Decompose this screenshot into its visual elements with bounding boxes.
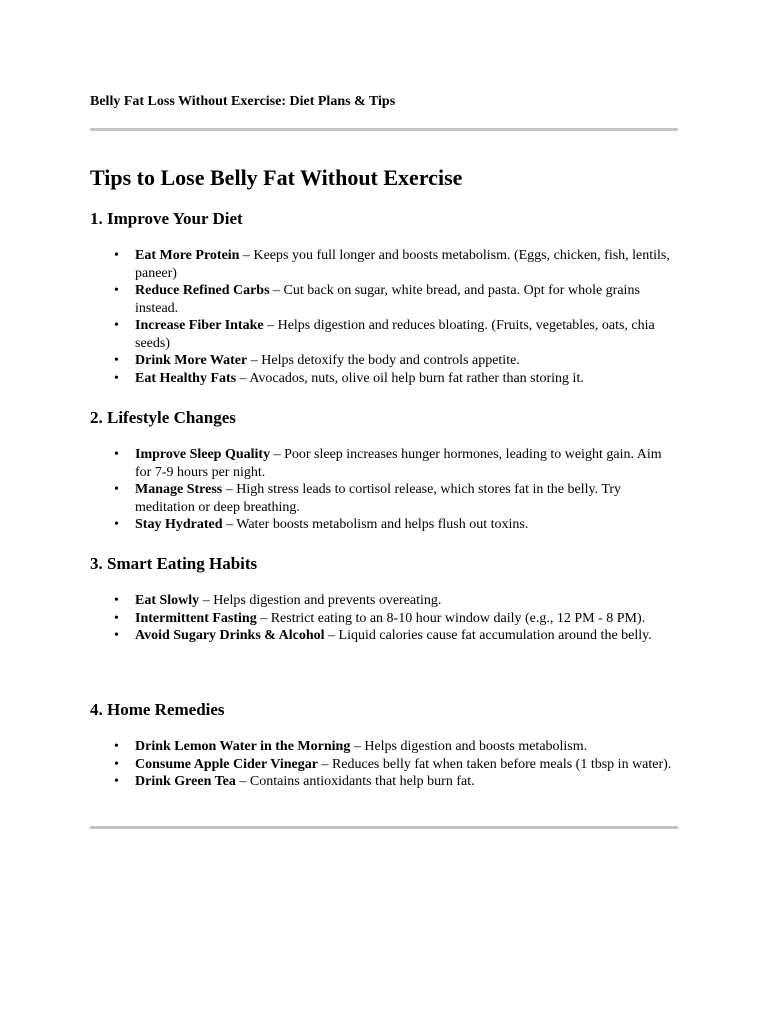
bullet-icon: •: [114, 739, 119, 754]
tip-title: Consume Apple Cider Vinegar: [135, 756, 318, 772]
tips-list: [90, 738, 678, 791]
tip-title: Manage Stress: [135, 482, 223, 497]
bullet-icon: •: [114, 447, 119, 462]
list-item: [90, 610, 678, 628]
tip-text: – Contains antioxidants that help burn fat.: [235, 774, 475, 789]
tip-title: Drink Green Tea: [135, 774, 236, 789]
list-item: [90, 370, 678, 388]
tips-list: [90, 592, 678, 645]
tip-text: – Helps digestion and reduces bloating. (Fruits, vegetables, oats, chia seeds): [135, 318, 655, 351]
tip-text: – Avocados, nuts, olive oil help burn fat rather than storing it.: [236, 370, 584, 386]
tip-title: Drink Lemon Water in the Morning: [135, 739, 351, 754]
tip-text: – High stress leads to cortisol release, which stores fat in the belly. Try meditation or deep breathing.: [135, 482, 622, 515]
tip-title: Reduce Refined Carbs: [135, 283, 270, 298]
tip-text: – Liquid calories cause fat accumulation around the belly.: [324, 628, 652, 643]
list-item: [90, 627, 678, 645]
tip-title: Increase Fiber Intake: [135, 318, 264, 333]
bullet-icon: •: [114, 756, 119, 772]
tip-text: – Helps digestion and boosts metabolism.: [350, 739, 588, 754]
bullet-icon: •: [114, 318, 119, 333]
bullet-icon: •: [114, 593, 119, 608]
bullet-icon: •: [114, 353, 119, 368]
tip-title: Intermittent Fasting: [135, 610, 257, 626]
list-item: [90, 282, 678, 317]
list-item: [90, 352, 678, 370]
section-lifestyle-changes: [90, 408, 678, 534]
list-item: [90, 773, 678, 791]
tip-title: Eat More Protein: [135, 248, 240, 263]
section-heading: 4. Home Remedies: [90, 700, 225, 719]
bottom-divider: [90, 826, 678, 829]
tip-text: – Poor sleep increases hunger hormones, leading to weight gain. Aim for 7-9 hours per night.: [135, 447, 662, 480]
tip-text: – Cut back on sugar, white bread, and pasta. Opt for whole grains instead.: [135, 283, 640, 316]
tip-text: – Helps detoxify the body and controls appetite.: [247, 353, 520, 368]
section-heading: 1. Improve Your Diet: [90, 209, 243, 228]
bullet-icon: •: [114, 283, 119, 298]
bullet-icon: •: [114, 248, 119, 263]
tip-text: – Restrict eating to an 8-10 hour window daily (e.g., 12 PM - 8 PM).: [256, 610, 646, 626]
tip-text: – Reduces belly fat when taken before meals (1 tbsp in water).: [317, 756, 672, 772]
section-heading: 2. Lifestyle Changes: [90, 408, 236, 427]
bullet-icon: •: [114, 370, 119, 386]
tip-text: – Helps digestion and prevents overeating.: [199, 593, 442, 608]
bullet-icon: •: [114, 610, 119, 626]
document-header-title: Belly Fat Loss Without Exercise: Diet Plans & Tips: [90, 94, 396, 109]
tips-list: [90, 446, 678, 534]
tip-text: – Keeps you full longer and boosts metabolism. (Eggs, chicken, fish, lentils, paneer): [135, 248, 670, 281]
list-item: [90, 446, 678, 481]
tip-title: Drink More Water: [135, 353, 248, 368]
tip-title: Eat Healthy Fats: [135, 370, 237, 386]
top-divider: [90, 128, 678, 131]
section-smart-eating-habits: [90, 554, 678, 645]
list-item: [90, 516, 678, 534]
bullet-icon: •: [114, 482, 119, 497]
tips-list: [90, 247, 678, 387]
page-title: Tips to Lose Belly Fat Without Exercise: [90, 165, 463, 190]
tip-title: Avoid Sugary Drinks & Alcohol: [135, 628, 325, 643]
section-heading: 3. Smart Eating Habits: [90, 554, 258, 573]
section-home-remedies: [90, 700, 678, 791]
tip-title: Stay Hydrated: [135, 517, 223, 532]
list-item: [90, 592, 678, 610]
list-item: [90, 247, 678, 282]
bullet-icon: •: [114, 774, 119, 789]
list-item: [90, 756, 678, 774]
tip-title: Eat Slowly: [135, 593, 200, 608]
bullet-icon: •: [114, 628, 119, 643]
list-item: [90, 317, 678, 352]
bullet-icon: •: [114, 517, 119, 532]
tip-title: Improve Sleep Quality: [135, 447, 271, 462]
section-improve-diet: [90, 209, 678, 387]
tip-text: – Water boosts metabolism and helps flush out toxins.: [222, 517, 529, 532]
list-item: [90, 738, 678, 756]
list-item: [90, 481, 678, 516]
